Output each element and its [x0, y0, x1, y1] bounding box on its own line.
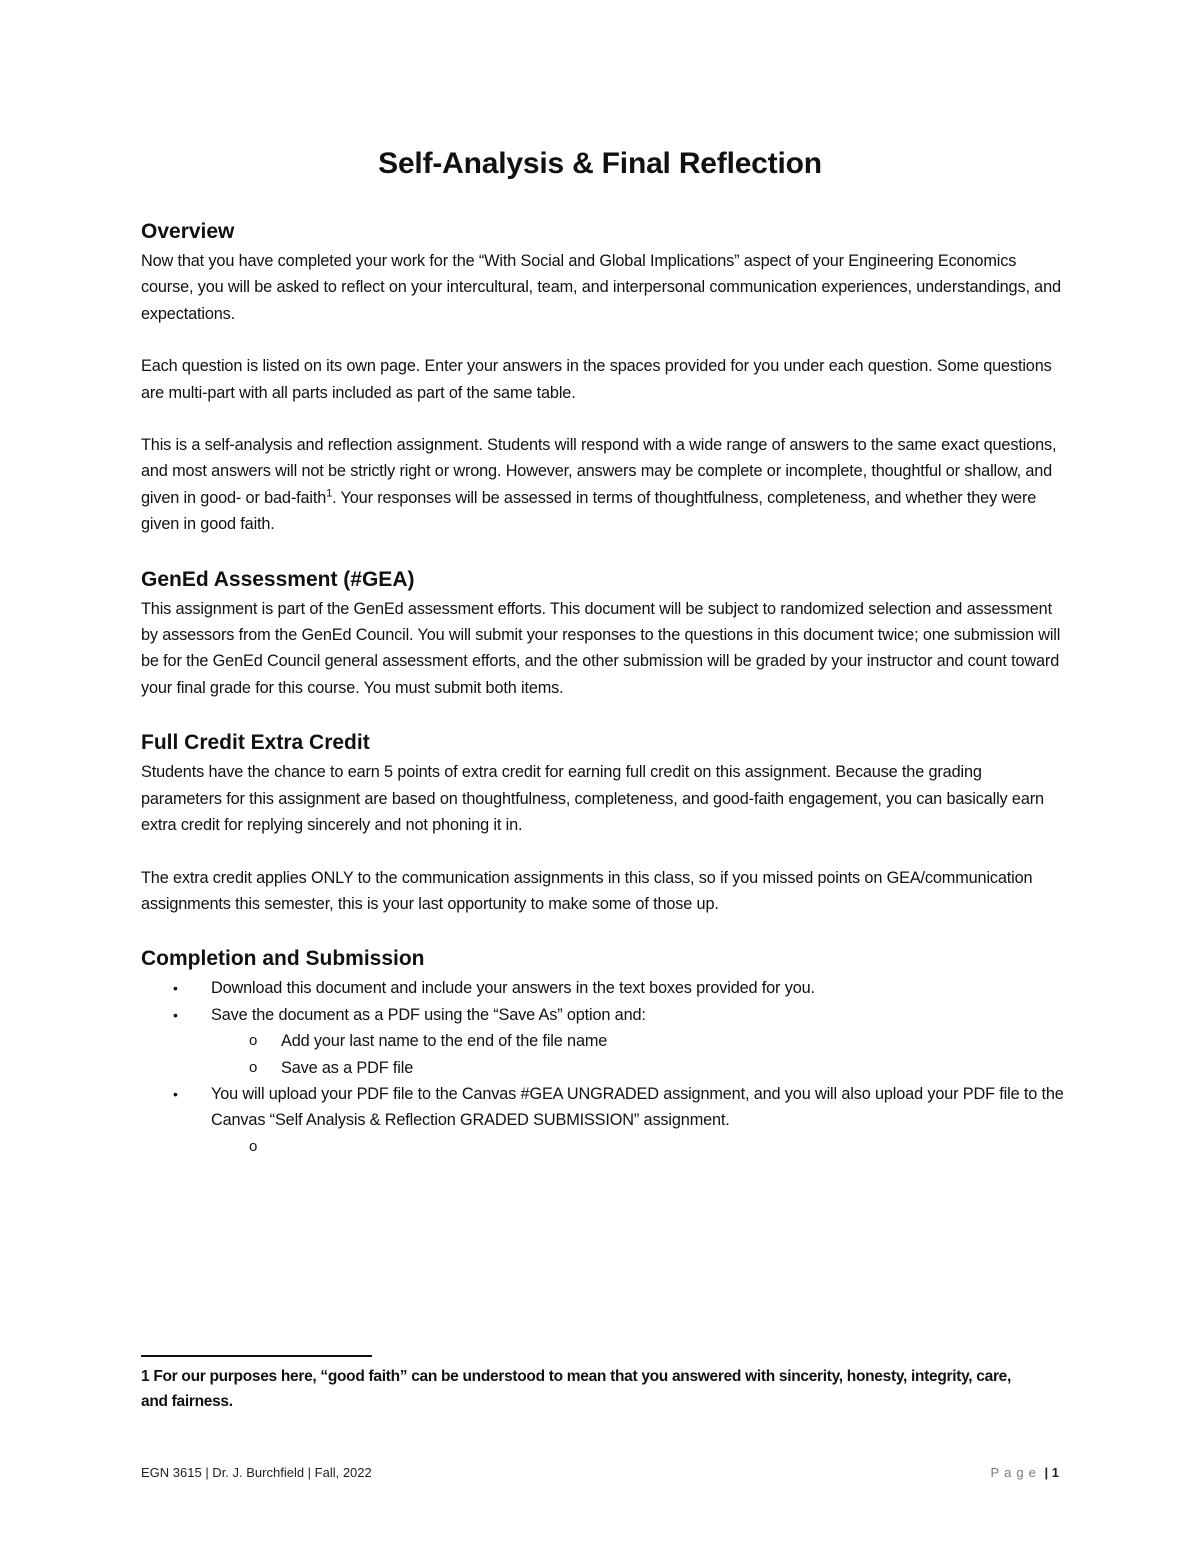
sub-list-item-text: Add your last name to the end of the file name [281, 1032, 608, 1051]
overview-heading: Overview [141, 220, 235, 243]
hollow-bullet-icon: o [249, 1032, 258, 1050]
list-item-text: You will upload your PDF file to the Canvas #GEA UNGRADED assignment, and you will also upload your PDF file to the Canvas “Self Analysis & Reflection GRADED SUBMISSION” assignment. [211, 1084, 1064, 1130]
footer-course-info: EGN 3615 | Dr. J. Burchfield | Fall, 2022 [141, 1465, 372, 1480]
list-item [141, 975, 1066, 1001]
overview-paragraph-3-text: This is a self-analysis and reflection assignment. Students will respond with a wide range of answers to the same exact questions, and most answers will not be strictly right or wrong. However, answers may be complete or incomplete, thoughtful or shallow, and given in good- or bad-faith [141, 436, 1057, 507]
extra-credit-section [141, 727, 1066, 917]
extra-credit-paragraph-1: Students have the chance to earn 5 points of extra credit for earning full credit on this assignment. Because the grading parameters for this assignment are based on thoughtfulness, completeness, and good-faith engagement, you can basically earn extra credit for replying sincerely and not phoning it in. [141, 763, 1044, 835]
footer-separator: | [1044, 1465, 1049, 1480]
sub-list-item [211, 1134, 1066, 1160]
page-title: Self-Analysis & Final Reflection [378, 147, 822, 180]
footnote: 1 For our purposes here, “good faith” can be understood to mean that you answered with sincerity, honesty, integrity, care, and fairness. [141, 1368, 1012, 1410]
footer-page-indicator [991, 1463, 1060, 1483]
overview-paragraph-3 [141, 432, 1066, 538]
extra-credit-heading: Full Credit Extra Credit [141, 731, 370, 755]
footnote-divider [141, 1355, 372, 1357]
sub-list [211, 1028, 1066, 1081]
completion-heading: Completion and Submission [141, 947, 425, 971]
list-item-text: Save the document as a PDF using the “Save As” option and: [211, 1005, 646, 1024]
sub-list [211, 1134, 1066, 1160]
gened-section [141, 564, 1066, 702]
list-item [141, 1081, 1066, 1160]
list-item-text: Download this document and include your answers in the text boxes provided for you. [211, 979, 815, 998]
overview-paragraph-2: Each question is listed on its own page. Enter your answers in the spaces provided for you under each question. Some questions are multi-part with all parts included as part of the same table. [141, 357, 1052, 402]
extra-credit-paragraph-2: The extra credit applies ONLY to the communication assignments in this class, so if you missed points on GEA/communication assignments this semester, this is your last opportunity to make some of those up. [141, 868, 1033, 913]
list-item [141, 1002, 1066, 1081]
gened-heading: GenEd Assessment (#GEA) [141, 567, 415, 591]
sub-list-item-text [281, 1138, 285, 1156]
document-body [141, 216, 1066, 1160]
page-number: 1 [1051, 1465, 1059, 1480]
sub-list-item [211, 1055, 1066, 1081]
completion-list [141, 975, 1066, 1160]
hollow-bullet-icon: o [249, 1058, 258, 1076]
gened-paragraph: This assignment is part of the GenEd assessment efforts. This document will be subject to randomized selection and assessment by assessors from the GenEd Council. You will submit your responses to the questions in this document twice; one submission will be for the GenEd Council general assessment efforts, and the other submission will be graded by your instructor and count toward your final grade for this course. You must submit both items. [141, 599, 1061, 697]
footnote-reference: 1 [326, 487, 333, 500]
bullet-icon: • [173, 1006, 178, 1023]
overview-paragraph-1: Now that you have completed your work for the “With Social and Global Implications” aspect of your Engineering Economics course, you will be asked to reflect on your intercultural, team, and interpersonal communication experiences, understandings, and expectations. [141, 252, 1061, 323]
overview-paragraph-3-continuation: . Your responses will be assessed in terms of thoughtfulness, completeness, and whether they were given in good faith. [141, 488, 1037, 534]
sub-list-item-text: Save as a PDF file [281, 1058, 414, 1077]
bullet-icon: • [173, 980, 178, 997]
overview-section [141, 216, 1066, 538]
completion-section [141, 943, 1066, 1160]
bullet-icon: • [173, 1085, 178, 1102]
sub-list-item [211, 1028, 1066, 1054]
hollow-bullet-icon: o [249, 1137, 258, 1155]
footer-page-label: Page [990, 1465, 1041, 1480]
